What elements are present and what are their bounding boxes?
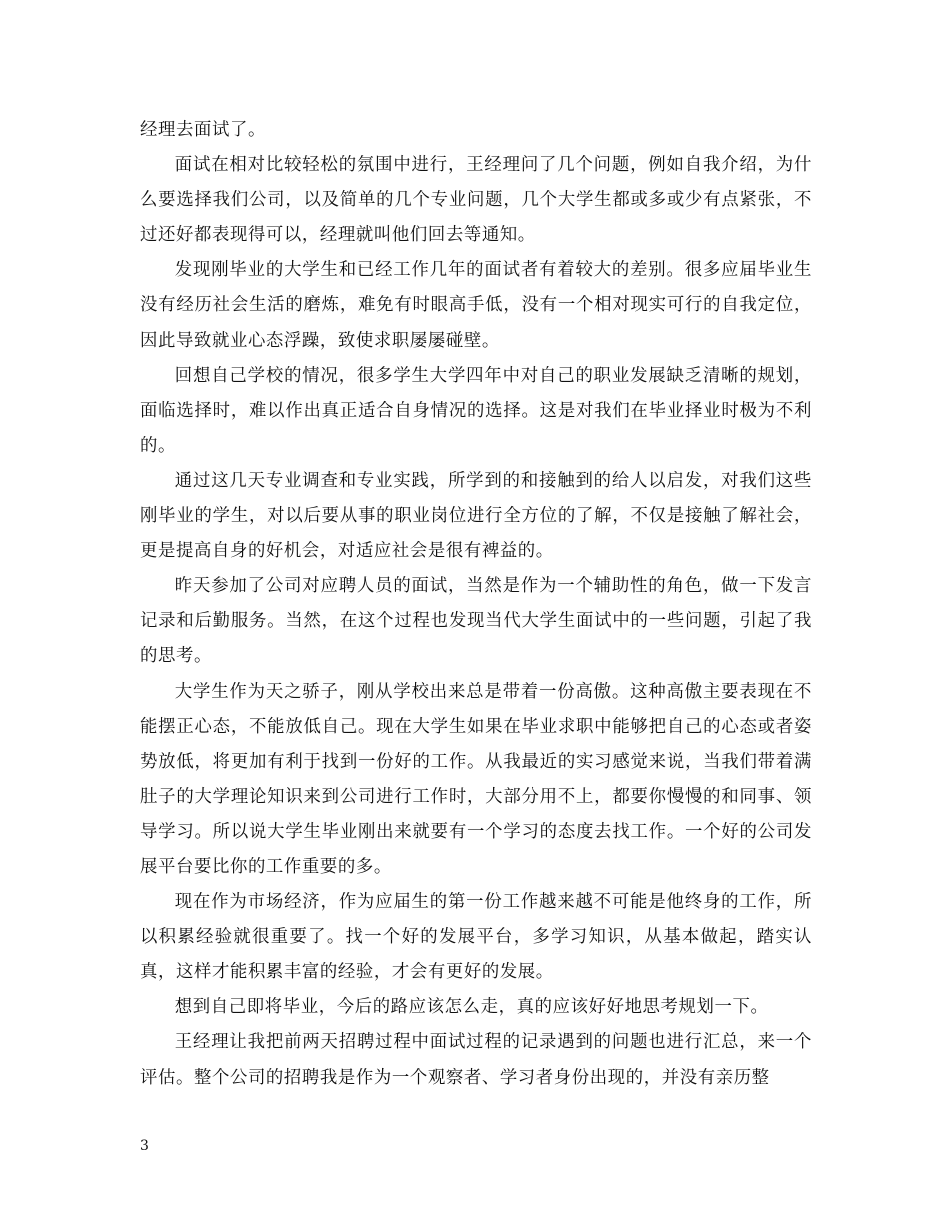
page-number: 3 [140,1138,149,1154]
paragraph-5: 昨天参加了公司对应聘人员的面试，当然是作为一个辅助性的角色，做一下发言记录和后勤服务。当然，在这个过程也发现当代大学生面试中的一些问题，引起了我的思考。 [140,576,812,667]
paragraph-1: 面试在相对比较轻松的氛围中进行，王经理问了几个问题，例如自我介绍，为什么要选择我们公司，以及简单的几个专业问题，几个大学生都或多或少有点紧张，不过还好都表现得可以，经理就叫他们回去等通知。 [140,155,812,246]
paragraph-9: 王经理让我把前两天招聘过程中面试过程的记录遇到的问题也进行汇总，来一个评估。整个公司的招聘我是作为一个观察者、学习者身份出现的，并没有亲历整 [140,1032,812,1088]
paragraph-2: 发现刚毕业的大学生和已经工作几年的面试者有着较大的差别。很多应届毕业生没有经历社会生活的磨炼，难免有时眼高手低，没有一个相对现实可行的自我定位，因此导致就业心态浮躁，致使求职屡屡碰壁。 [140,260,812,351]
paragraph-3: 回想自己学校的情况，很多学生大学四年中对自己的职业发展缺乏清晰的规划，面临选择时，难以作出真正适合自身情况的选择。这是对我们在毕业择业时极为不利的。 [140,365,812,456]
paragraph-7: 现在作为市场经济，作为应届生的第一份工作越来越不可能是他终身的工作，所以积累经验就很重要了。找一个好的发展平台，多学习知识，从基本做起，踏实认真，这样才能积累丰富的经验，才会有更好的发展。 [140,892,812,983]
paragraph-4: 通过这几天专业调查和专业实践，所学到的和接触到的给人以启发，对我们这些刚毕业的学生，对以后要从事的职业岗位进行全方位的了解，不仅是接触了解社会，更是提高自身的好机会，对适应社会是很有裨益的。 [140,470,812,562]
paragraph-6: 大学生作为天之骄子，刚从学校出来总是带着一份高傲。这种高傲主要表现在不能摆正心态，不能放低自己。现在大学生如果在毕业求职中能够把自己的心态或者姿势放低，将更加有利于找到一份好的工作。从我最近的实习感觉来说，当我们带着满肚子的大学理论知识来到公司进行工作时，大部分用不上，都要你慢慢的和同事、领导学习。所以说大学生毕业刚出来就要有一个学习的态度去找工作。一个好的公司发展平台要比你的工作重要的多。 [140,681,812,877]
body-text [140,113,812,1096]
paragraph-8: 想到自己即将毕业，今后的路应该怎么走，真的应该好好地思考规划一下。 [174,997,769,1018]
paragraph-0: 经理去面试了。 [140,120,266,140]
